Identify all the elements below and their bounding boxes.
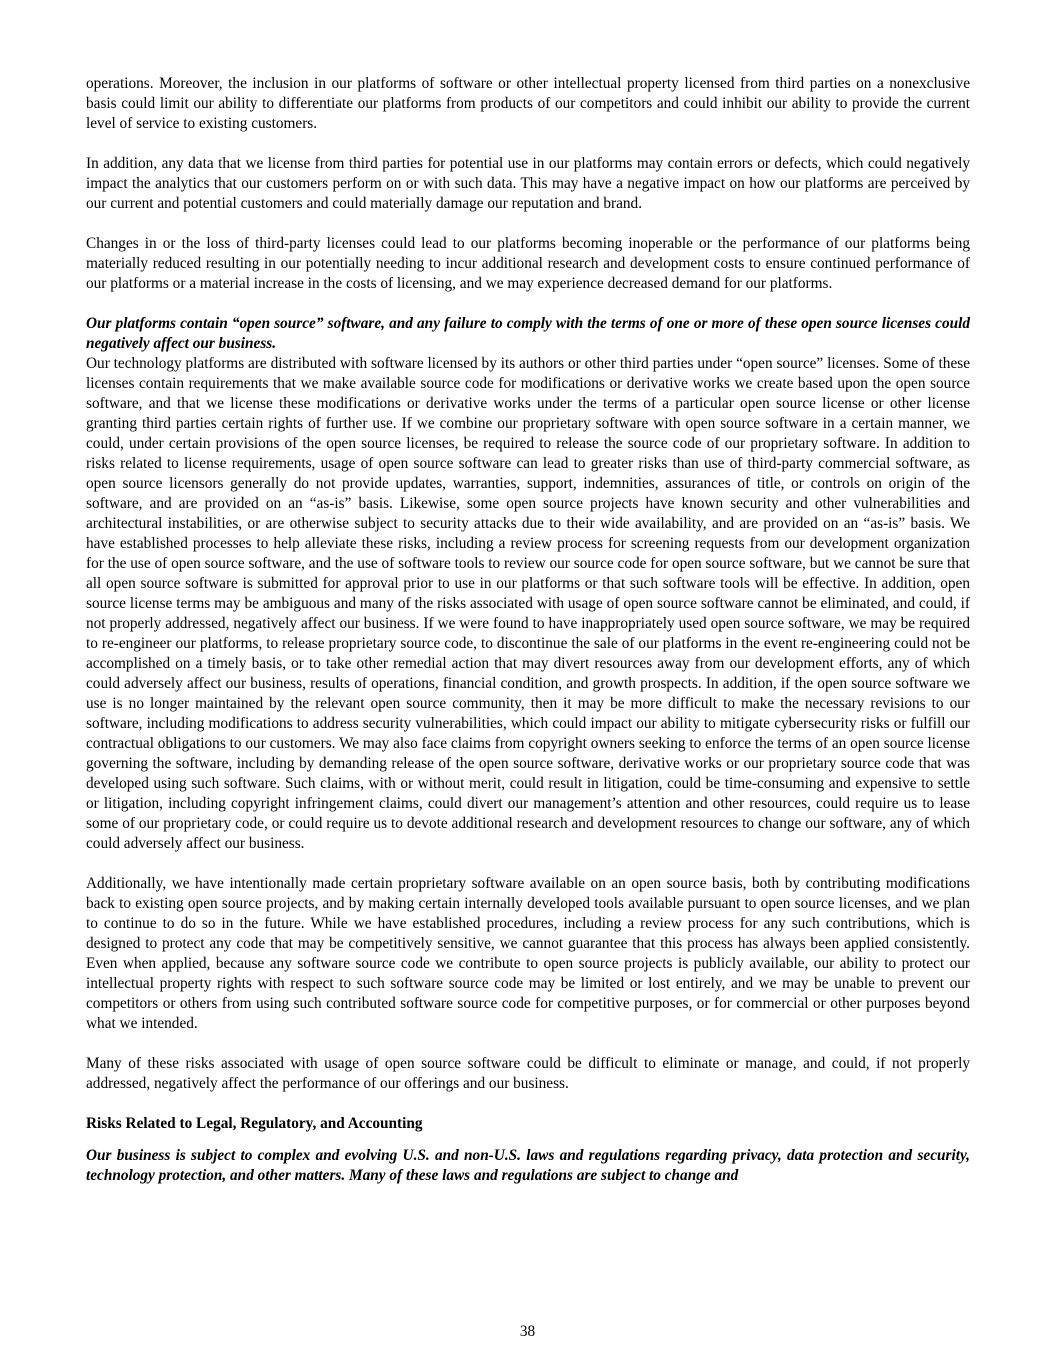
paragraph-license-changes: Changes in or the loss of third-party licenses could lead to our platforms becoming inoperable or the performance of our platforms being materially reduced resulting in our potentially needing to incur additional research and development costs to ensure continued performance of our platforms or a material increase in the costs of licensing, and we may experience decreased demand for our platforms. <box>86 235 970 292</box>
section-heading-legal: Risks Related to Legal, Regulatory, and Accounting <box>86 1115 423 1132</box>
paragraph-licensed-data: In addition, any data that we license from third parties for potential use in our platforms may contain errors or defects, which could negatively impact the analytics that our customers perform on or with such data. This may have a negative impact on how our platforms are perceived by our current and potential customers and could materially damage our reputation and brand. <box>86 155 970 212</box>
document-page <box>86 74 970 1186</box>
risk-subheading-open-source: Our platforms contain “open source” software, and any failure to comply with the terms of one or more of these open source licenses could negatively affect our business. <box>86 315 970 352</box>
paragraph-open-source-risks: Many of these risks associated with usage of open source software could be difficult to eliminate or manage, and could, if not properly addressed, negatively affect the performance of our offerings and our business. <box>86 1055 970 1092</box>
risk-subheading-privacy-laws: Our business is subject to complex and evolving U.S. and non-U.S. laws and regulations regarding privacy, data protection and security, technology protection, and other matters. Many of these laws and regulations are subject to change and <box>86 1147 970 1184</box>
paragraph-open-source-licenses: Our technology platforms are distributed with software licensed by its authors or other third parties under “open source” licenses. Some of these licenses contain requirements that we make available source code for modifications or derivative works we create based upon the open source software, and that we license these modifications or derivative works under the terms of a particular open source license or other license granting third parties certain rights of further use. If we combine our proprietary software with open source software in a certain manner, we could, under certain provisions of the open source licenses, be required to release the source code of our proprietary software. In addition to risks related to license requirements, usage of open source software can lead to greater risks than use of third-party commercial software, as open source licensors generally do not provide updates, warranties, support, indemnities, assurances of title, or controls on origin of the software, and are provided on an “as-is” basis. Likewise, some open source projects have known security and other vulnerabilities and architectural instabilities, or are otherwise subject to security attacks due to their wide availability, and are provided on an “as-is” basis. We have established processes to help alleviate these risks, including a review process for screening requests from our development organization for the use of open source software, and the use of software tools to review our source code for open source software, but we cannot be sure that all open source software is submitted for approval prior to use in our platforms or that such software tools will be effective. In addition, open source license terms may be ambiguous and many of the risks associated with usage of open source software cannot be eliminated, and could, if not properly addressed, negatively affect our business. If we were found to have inappropriately used open source software, we may be required to re-engineer our platforms, to release proprietary source code, to discontinue the sale of our platforms in the event re-engineering could not be accomplished on a timely basis, or to take other remedial action that may divert resources away from our development efforts, any of which could adversely affect our business, results of operations, financial condition, and growth prospects. In addition, if the open source software we use is no longer maintained by the relevant open source community, then it may be more difficult to make the necessary revisions to our software, including modifications to address security vulnerabilities, which could impact our ability to mitigate cybersecurity risks or fulfill our contractual obligations to our customers. We may also face claims from copyright owners seeking to enforce the terms of an open source license governing the software, including by demanding release of the open source software, derivative works or our proprietary source code that was developed using such software. Such claims, with or without merit, could result in litigation, could be time-consuming and expensive to settle or litigation, including copyright infringement claims, could divert our management’s attention and other resources, could require us to lease some of our proprietary code, or could require us to devote additional research and development resources to change our software, any of which could adversely affect our business. <box>86 355 970 852</box>
paragraph-third-party-ip: operations. Moreover, the inclusion in our platforms of software or other intellectual property licensed from third parties on a nonexclusive basis could limit our ability to differentiate our platforms from products of our competitors and could inhibit our ability to provide the current level of service to existing customers. <box>86 75 970 132</box>
page-number: 38 <box>519 1323 536 1340</box>
paragraph-open-source-contributions: Additionally, we have intentionally made certain proprietary software available on an open source basis, both by contributing modifications back to existing open source projects, and by making certain internally developed tools available pursuant to open source licenses, and we plan to continue to do so in the future. While we have established procedures, including a review process for any such contributions, which is designed to protect any code that may be competitively sensitive, we cannot guarantee that this process has always been applied consistently. Even when applied, because any software source code we contribute to open source projects is publicly available, our ability to protect our intellectual property rights with respect to such software source code may be limited or lost entirely, and we may be unable to prevent our competitors or others from using such contributed software source code for competitive purposes, or for commercial or other purposes beyond what we intended. <box>86 875 970 1032</box>
